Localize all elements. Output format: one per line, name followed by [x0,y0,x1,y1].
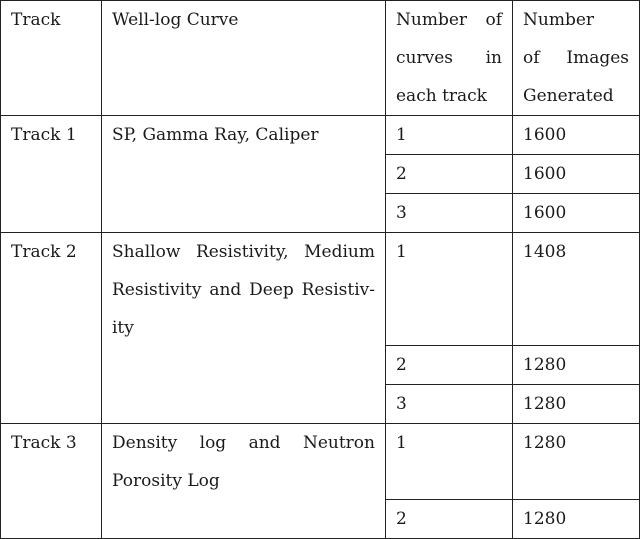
header-curve: Well-log Curve [102,1,386,116]
header-num-images: Number of Images Generated [513,1,640,116]
track-2-curve: Shallow Resistivity, Medium Resistivity and Deep Resistiv- ity [102,233,386,424]
track-1-row-2-images: 1600 [513,155,640,194]
track-2-row-3-images: 1280 [513,385,640,424]
track-3-row-2-curves: 2 [386,500,513,539]
track-3-row-1-curves: 1 [386,424,513,500]
track-2-name: Track 2 [1,233,102,424]
track-1-row-2-curves: 2 [386,155,513,194]
track-1-row-3-images: 1600 [513,194,640,233]
header-track: Track [1,1,102,116]
track-2-row-2-images: 1280 [513,346,640,385]
track-1-row-1-images: 1600 [513,116,640,155]
track-3-curve: Density log and Neutron Porosity Log [102,424,386,539]
header-num-curves: Number of curves in each track [386,1,513,116]
table-row [1,116,640,155]
track-2-row-2-curves: 2 [386,346,513,385]
track-1-row-1-curves: 1 [386,116,513,155]
track-2-row-1-curves: 1 [386,233,513,346]
track-3-row-1-images: 1280 [513,424,640,500]
track-1-curve: SP, Gamma Ray, Caliper [102,116,386,233]
track-3-row-2-images: 1280 [513,500,640,539]
track-3-name: Track 3 [1,424,102,539]
track-1-row-3-curves: 3 [386,194,513,233]
track-1-name: Track 1 [1,116,102,233]
table-row [1,233,640,346]
track-2-row-3-curves: 3 [386,385,513,424]
table-header-row [1,1,640,116]
table-row [1,424,640,500]
track-2-row-1-images: 1408 [513,233,640,346]
